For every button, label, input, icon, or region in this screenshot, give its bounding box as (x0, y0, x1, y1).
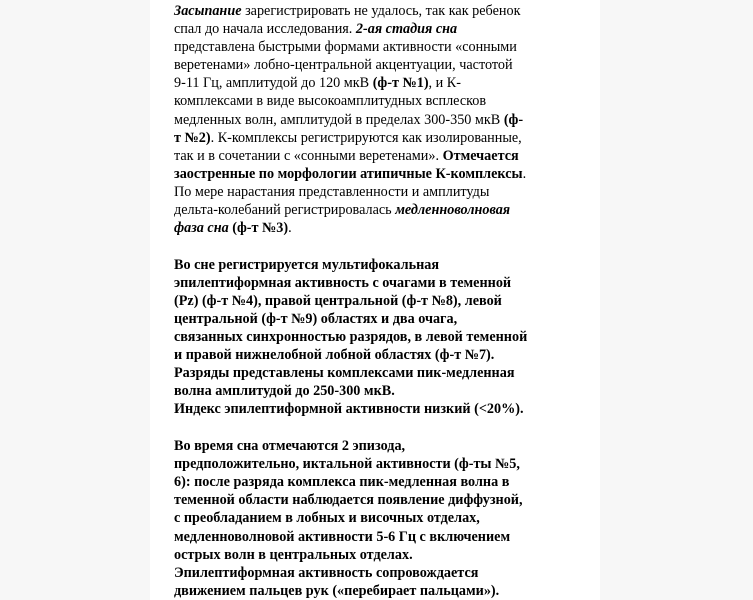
text-line: комплексами в виде высокоамплитудных всплесков (174, 93, 487, 110)
text-line (174, 147, 574, 165)
text-line: Индекс эпилептиформной активности низкий (<20%). (174, 401, 524, 418)
figure-ref: т №2) (174, 129, 211, 146)
text-line: Во время сна отмечаются 2 эпизода, (174, 438, 406, 455)
text-line: и правой нижнелобной лобной областях (ф-т №7). (174, 347, 495, 364)
term-falling-asleep: Засыпание (174, 3, 242, 19)
text-line: связанных синхронностью разрядов, в левой теменной (174, 329, 528, 346)
text-line: Эпилептиформная активность сопровождается (174, 564, 479, 581)
text-line: медленноволновой активности 5-6 Гц с включением (174, 528, 511, 545)
document-body (174, 2, 574, 600)
text-span: так и в сочетании с «сонными веретенами». (174, 147, 443, 164)
text-line: движением пальцев рук («перебирает пальцами»). (174, 582, 500, 599)
figure-ref: (ф- (503, 111, 524, 128)
text-line: По мере нарастания представленности и амплитуды (174, 183, 490, 200)
text-line (174, 129, 574, 147)
text-span: . (288, 220, 292, 237)
text-line (174, 74, 574, 92)
document-page (150, 0, 600, 600)
text-line: центральной (ф-т №9) областях и два очага, (174, 311, 458, 327)
figure-ref: (ф-т №1) (372, 75, 429, 92)
text-line: Во сне регистрируется мультифокальная (174, 256, 440, 273)
text-line: острых волн в центральных отделах. (174, 546, 413, 563)
text-line: эпилептиформная активность с очагами в теменной (174, 274, 512, 291)
text-span: , и К- (428, 75, 461, 92)
figure-ref: (ф-т №3) (232, 220, 289, 237)
term-stage-2: 2-ая стадия сна (355, 21, 458, 38)
term-slow-wave: медленноволновая (395, 202, 511, 219)
text-span: . (522, 165, 527, 182)
text-span: зарегистрировать не удалось, так как ребенок (241, 3, 521, 19)
text-line: представлена быстрыми формами активности «сонными (174, 39, 517, 56)
text-line: Разряды представлены комплексами пик-медленная (174, 365, 515, 382)
text-line: с преобладанием в лобных и височных отделах, (174, 510, 480, 527)
term-sleep-phase: фаза сна (174, 220, 229, 237)
emphasis-text: заостренные по морфологии атипичные К-комплексы (174, 165, 523, 182)
text-line: теменной области наблюдается появление диффузной, (174, 492, 523, 509)
left-margin (0, 0, 150, 600)
paragraph-gap (174, 237, 574, 256)
paragraph-sleep-stages (174, 2, 574, 237)
text-span: 9-11 Гц, амплитудой до 120 мкВ (174, 75, 373, 92)
text-line (174, 201, 574, 219)
text-span: дельта-колебаний регистрировалась (174, 202, 396, 219)
text-span: . К-комплексы регистрируются как изолированные, (210, 129, 522, 146)
text-line (174, 2, 574, 20)
paragraph-gap (174, 419, 574, 438)
text-span: спал до начала исследования. (174, 21, 356, 38)
text-line: предположительно, иктальной активности (ф-ты №5, (174, 456, 520, 473)
emphasis-text: Отмечается (442, 147, 519, 164)
paragraph-epileptiform (174, 256, 574, 419)
text-line (174, 219, 574, 237)
text-line (174, 20, 574, 38)
text-line: веретенами» лобно-центральной акцентуации, частотой (174, 57, 513, 74)
text-line (174, 165, 574, 183)
right-margin (600, 0, 753, 600)
text-span: медленных волн, амплитудой в пределах 300-350 мкВ (174, 111, 504, 128)
text-line: 6): после разряда комплекса пик-медленная волна в (174, 474, 510, 491)
text-line: (Pz) (ф-т №4), правой центральной (ф-т №8), левой (174, 292, 502, 309)
paragraph-ictal-episodes (174, 437, 574, 600)
text-line (174, 111, 574, 129)
text-line: волна амплитудой до 250-300 мкВ. (174, 383, 395, 400)
